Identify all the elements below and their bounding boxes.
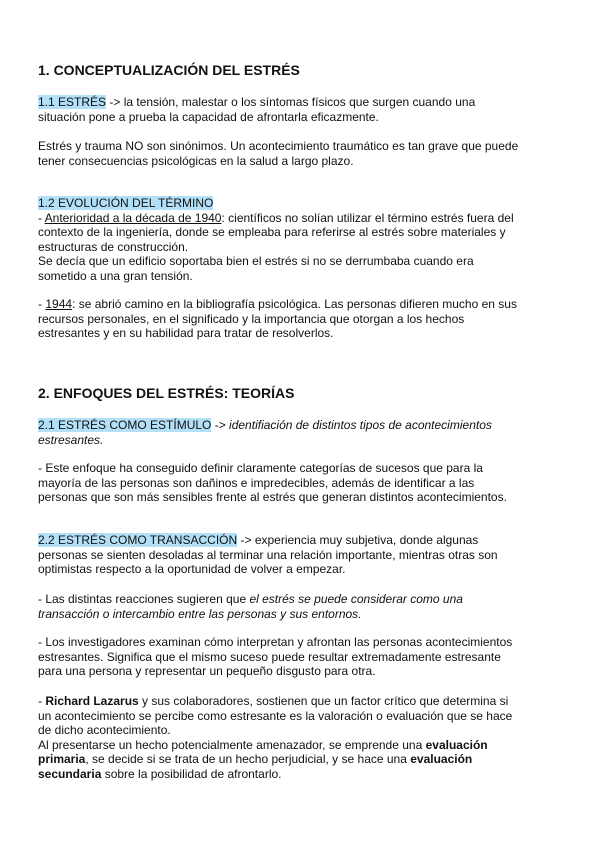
lazarus-paragraph: - Richard Lazarus y sus colaboradores, sostienen que un factor crítico que determina si un acontecimiento se percibe como estresante es la valoración o evaluación que se hace de dicho acontecimiento. Al presentarse un hecho potencialmente amenazador, se emprende una evaluación primaria, se decide si se trata de un hecho perjudicial, y se hace una evaluación secundaria sobre la posibilidad de afrontarlo. xyxy=(38,694,513,781)
stimulus-approach-paragraph: - Este enfoque ha conseguido definir claramente categorías de sucesos que para la mayoría de las personas son dañinos e impredecibles, además de identificar a las personas que son más sensibles frente al estrés que generan distintos acontecimientos. xyxy=(38,461,507,504)
stress-as-stimulus-paragraph: 2.1 ESTRÉS COMO ESTÍMULO -> identifiación de distintos tipos de acontecimientos estresantes. xyxy=(38,418,492,447)
term-evolution-block: 1.2 EVOLUCIÓN DEL TÉRMINO - Anterioridad a la década de 1940: científicos no solían utilizar el término estrés fuera del contexto de la ingeniería, donde se empleaba para referirse al estrés sobre materiales y estructuras de construcción. Se decía que un edificio soportaba bien el estrés si no se derrumbaba cuando era sometido a una gran tensión. xyxy=(38,196,514,283)
reactions-paragraph: - Las distintas reacciones sugieren que el estrés se puede considerar como una transacción o intercambio entre las personas y sus entornos. xyxy=(38,592,463,621)
subsection-1-1-label: 1.1 ESTRÉS xyxy=(38,95,107,109)
stress-definition-paragraph: 1.1 ESTRÉS -> la tensión, malestar o los síntomas físicos que surgen cuando una situación pone a prueba la capacidad de afrontarla eficazmente. xyxy=(38,95,476,124)
stress-trauma-paragraph: Estrés y trauma NO son sinónimos. Un acontecimiento traumático es tan grave que puede tener consecuencias psicológicas en la salud a largo plazo. xyxy=(38,139,519,168)
year-1944: 1944 xyxy=(45,297,73,311)
section-2-title: 2. ENFOQUES DEL ESTRÉS: TEORÍAS xyxy=(38,385,295,401)
section-1-title: 1. CONCEPTUALIZACIÓN DEL ESTRÉS xyxy=(38,62,300,78)
subsection-2-1-label: 2.1 ESTRÉS COMO ESTÍMULO xyxy=(38,418,212,432)
researchers-paragraph: - Los investigadores examinan cómo interpretan y afrontan las personas acontecimientos estresantes. Significa que el mismo suceso puede resultar extremadamente estresante para una persona y representar un pequeño disgusto para otra. xyxy=(38,635,513,678)
period-before-1940: Anterioridad a la década de 1940 xyxy=(44,210,222,225)
subsection-2-2-label: 2.2 ESTRÉS COMO TRANSACCIÓN xyxy=(38,533,238,547)
subsection-1-2-label: 1.2 EVOLUCIÓN DEL TÉRMINO xyxy=(38,196,214,210)
stress-as-transaction-paragraph: 2.2 ESTRÉS COMO TRANSACCIÓN -> experiencia muy subjetiva, donde algunas personas se sienten desoladas al terminar una relación importante, mientras otras son optimistas respecto a la oportunidad de volver a empezar. xyxy=(38,533,498,576)
year-1944-paragraph: - 1944: se abrió camino en la bibliografía psicológica. Las personas difieren mucho en sus recursos personales, en el significado y la importancia que otorgan a los hechos estresantes y en su habilidad para tratar de resolverlos. xyxy=(38,297,517,340)
richard-lazarus-name: Richard Lazarus xyxy=(45,694,139,708)
